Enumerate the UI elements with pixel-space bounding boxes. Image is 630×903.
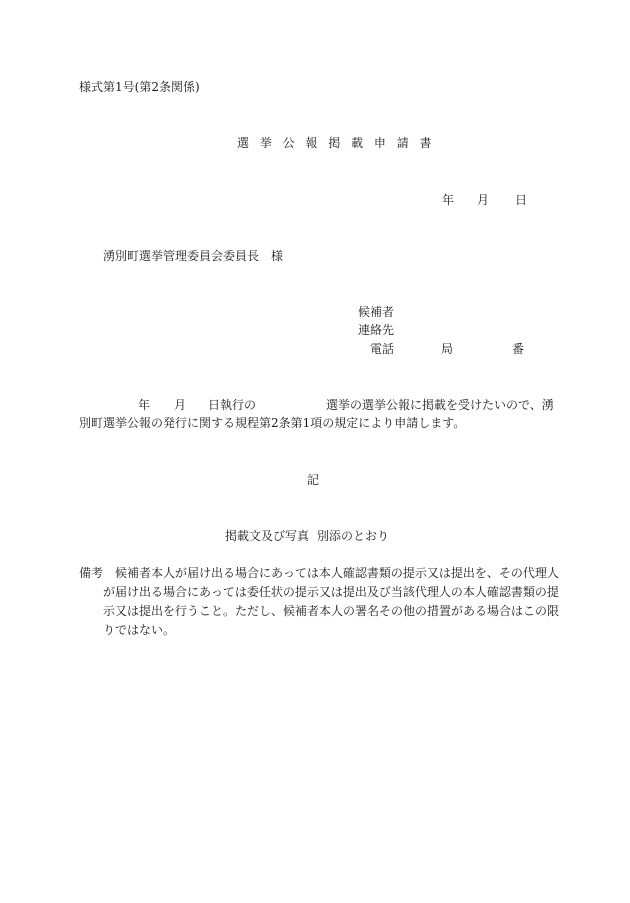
form-number: 様式第1号(第2条関係)	[79, 80, 200, 94]
note-line-2: が届け出る場合にあっては委任状の提示又は提出及び当該代理人の本人確認書類の提	[103, 585, 559, 599]
ki-heading: 記	[307, 473, 320, 487]
body-paragraph-line-1	[138, 397, 554, 413]
document-title: 選 挙 公 報 掲 載 申 請 書	[237, 136, 436, 150]
date-line	[442, 192, 527, 208]
body-day-exec-label: 日執行の	[208, 398, 257, 412]
attachment-label: 掲載文及び写真	[225, 529, 310, 543]
candidate-label: 候補者	[358, 305, 395, 319]
date-day-label: 日	[515, 193, 528, 207]
attachment-line	[225, 528, 389, 544]
phone-ban-label: 番	[512, 342, 525, 356]
note-line-3: 示又は提出を行うこと。ただし、候補者本人の署名その他の措置がある場合はこの限	[103, 604, 560, 618]
addressee: 湧別町選挙管理委員会委員長 様	[103, 249, 284, 263]
date-month-label: 月	[477, 193, 490, 207]
note-label: 備考	[79, 566, 104, 580]
body-month-label: 月	[174, 398, 187, 412]
body-paragraph-line-2: 別町選挙公報の発行に関する規程第2条第1項の規定により申請します。	[79, 416, 466, 430]
contact-label: 連絡先	[358, 323, 395, 337]
note-line-1: 候補者本人が届け出る場合にあっては本人確認書類の提示又は提出を、その代理人	[115, 566, 559, 580]
date-year-label: 年	[442, 193, 455, 207]
body-year-label: 年	[138, 398, 151, 412]
attachment-value: 別添のとおり	[317, 529, 390, 543]
phone-kyoku-label: 局	[441, 342, 454, 356]
phone-label: 電話	[370, 342, 395, 356]
body-line1-text: 選挙の選挙公報に掲載を受けたいので、湧	[326, 398, 554, 412]
note-line-4: りではない。	[103, 623, 176, 637]
